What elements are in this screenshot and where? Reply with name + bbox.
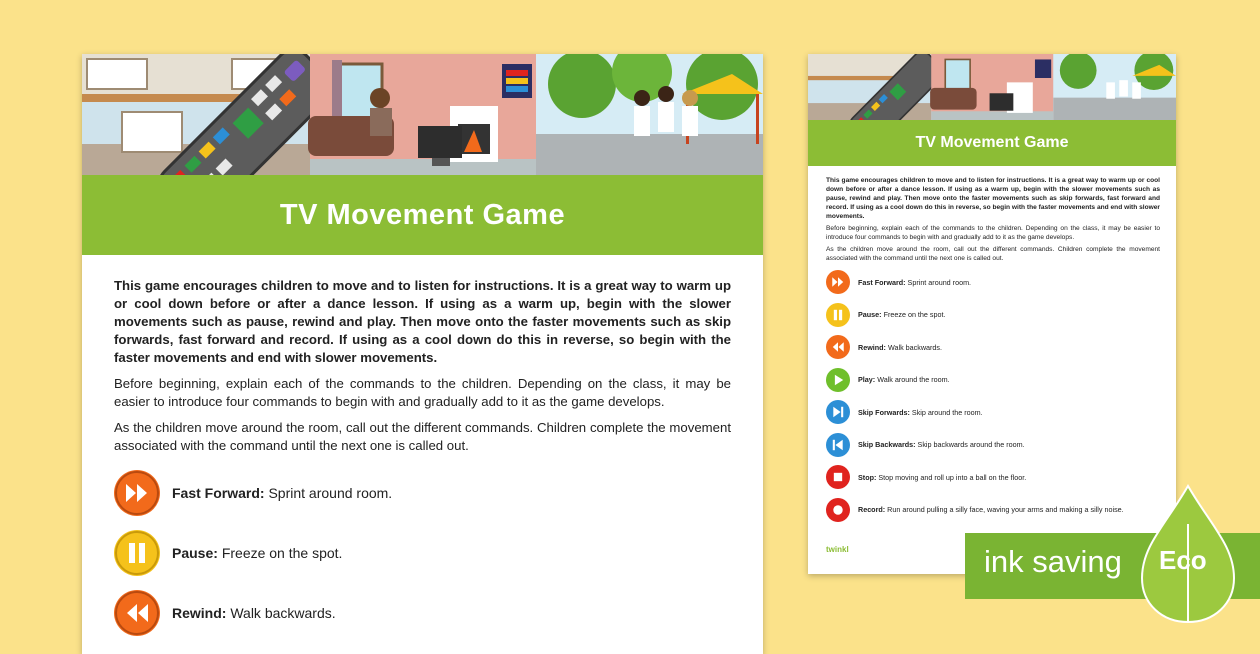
twinkl-logo: twinkl — [826, 545, 849, 554]
command-desc: Walk around the room. — [877, 375, 950, 385]
intro-paragraph: This game encourages children to move and to listen for instructions. It is a great way to warm up or cool down before or after a dance lesson. If using as a warm up, begin with the slower movements such as pause, rewind and play. Then move onto the faster movements such as skip forwards, fast forward and record. If using as a cool down do this in reverse, so begin with the faster movements and end with slower movements. — [826, 177, 1160, 220]
command-name: Pause: — [858, 310, 882, 320]
command-list — [826, 266, 1160, 526]
command-name: Pause: — [172, 545, 218, 561]
command-name: Play: — [858, 375, 876, 385]
command-name: Skip Forwards: — [858, 407, 910, 417]
rewind-icon — [826, 335, 850, 359]
command-desc: Stop moving and roll up into a ball on the floor. — [878, 472, 1027, 482]
command-name: Rewind: — [858, 342, 886, 352]
command-list — [114, 463, 731, 643]
command-desc: Run around pulling a silly face, waving your arms and making a silly noise. — [887, 505, 1124, 515]
command-item — [114, 463, 731, 523]
instructions-body — [82, 255, 763, 643]
command-desc: Freeze on the spot. — [221, 545, 343, 561]
pause-icon — [826, 303, 850, 327]
fast-forward-icon — [826, 270, 850, 294]
preparation-paragraph: Before beginning, explain each of the commands to the children. Depending on the class, it may be easier to introduce four commands to begin with and gradually add to it as the game develops. — [826, 225, 1160, 241]
command-item — [826, 461, 1160, 494]
record-icon — [826, 498, 850, 522]
instructions-body — [808, 166, 1176, 526]
fast-forward-icon — [114, 470, 160, 516]
command-item — [826, 299, 1160, 332]
command-desc: Freeze on the spot. — [883, 310, 946, 320]
play-icon — [826, 368, 850, 392]
page-title: TV Movement Game — [82, 175, 763, 255]
command-desc: Walk backwards. — [230, 605, 336, 621]
command-item — [826, 364, 1160, 397]
command-name: Rewind: — [172, 605, 227, 621]
command-desc: Sprint around room. — [907, 277, 972, 287]
command-item — [826, 331, 1160, 364]
gameplay-paragraph: As the children move around the room, call out the different commands. Children complete the movement associated with the command until the next one is called out. — [114, 420, 731, 453]
worksheet-preview-small — [808, 54, 1176, 574]
stop-icon — [826, 465, 850, 489]
command-name: Stop: — [858, 472, 877, 482]
command-item — [826, 396, 1160, 429]
illustration-banner — [82, 54, 763, 175]
command-item — [114, 523, 731, 583]
pause-icon — [114, 530, 160, 576]
command-desc: Skip backwards around the room. — [917, 440, 1025, 450]
command-name: Fast Forward: — [172, 485, 265, 501]
page-title: TV Movement Game — [808, 120, 1176, 166]
command-name: Skip Backwards: — [858, 440, 916, 450]
illustration-banner — [808, 54, 1176, 120]
command-name: Record: — [858, 505, 886, 515]
command-item — [826, 429, 1160, 462]
command-desc: Skip around the room. — [911, 407, 983, 417]
skip-forward-icon — [826, 400, 850, 424]
skip-backward-icon — [826, 433, 850, 457]
command-item — [826, 494, 1160, 527]
ink-saving-label: ink saving — [984, 544, 1122, 579]
command-item — [114, 583, 731, 643]
command-desc: Sprint around room. — [268, 485, 393, 501]
command-desc: Walk backwards. — [887, 342, 943, 352]
command-name: Fast Forward: — [858, 277, 906, 287]
preparation-paragraph: Before beginning, explain each of the commands to the children. Depending on the class, it may be easier to introduce four commands to begin with and gradually add to it as the game develops. — [114, 376, 731, 409]
gameplay-paragraph: As the children move around the room, call out the different commands. Children complete the movement associated with the command until the next one is called out. — [826, 246, 1160, 262]
eco-badge-label: Eco — [1159, 545, 1207, 575]
command-item — [826, 266, 1160, 299]
intro-paragraph: This game encourages children to move and to listen for instructions. It is a great way to warm up or cool down before or after a dance lesson. If using as a warm up, begin with the slower movements such as pause, rewind and play. Then move onto the faster movements such as skip forwards, fast forward and record. If using as a cool down do this in reverse, so begin with the faster movements and end with slower movements. — [114, 278, 731, 365]
worksheet-preview-large — [82, 54, 763, 654]
rewind-icon — [114, 590, 160, 636]
